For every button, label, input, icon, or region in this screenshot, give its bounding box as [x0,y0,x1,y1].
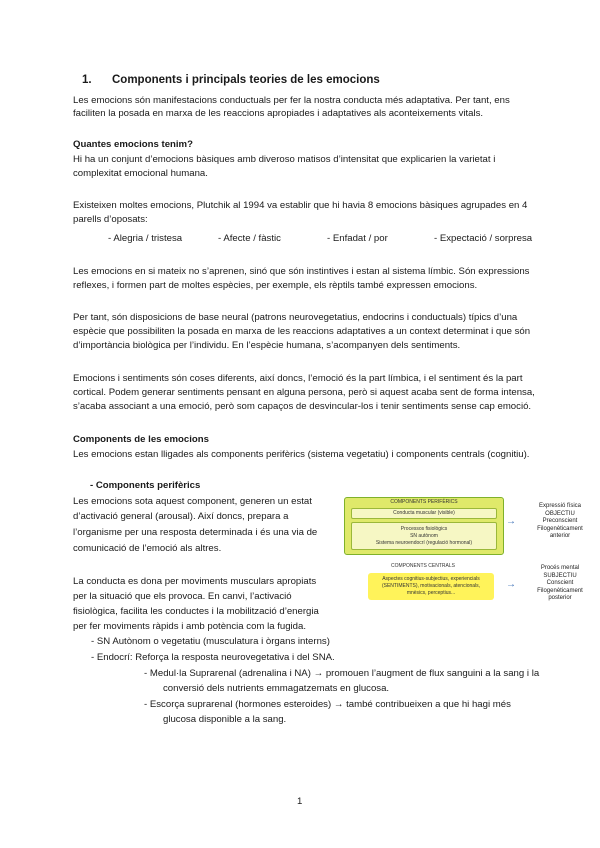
peripheral-side-4: Filogenèticament [537,525,583,532]
central-side-1: Procés mental [540,565,580,571]
central-side-2: SUBJECTIU [543,572,577,579]
central-title: COMPONENTS CENTRALS [391,563,455,569]
bullet-endocri: - Endocrí: Reforça la resposta neurovegetativa i del SNA. [91,652,335,663]
central-line-2: (SENTIMENTS), motivacionals, atencionals, [381,583,481,589]
physio-line-3: Sistema neuroendocrí (regulació hormonal) [375,540,473,546]
emotion-pair-1: - Alegria / tristesa [108,233,183,244]
intro-line-2: faciliten la posada en marxa de les reaccions apropiades i adaptatives als aconteixements vitals. [73,108,484,119]
sub-medulla-cont: conversió dels nutrients emmagatzemats en glucosa. [163,683,390,694]
components-diagram [338,495,600,621]
emotion-pair-4: - Expectació / sorpresa [434,233,533,244]
central-box [368,573,494,600]
physio-line-1: Processos fisiològics [400,526,448,532]
sentiments-line-3: s’acaba associant a una emoció, però som capaços de desvincular-los i tenir sentiments sense cap emoció. [73,401,532,412]
peripheral-side-3: Preconscient [542,518,578,524]
peripheral-side-5: anterior [549,533,571,539]
heading-number: 1. [82,74,92,86]
quantes-line-2: complexitat emocional humana. [73,168,208,179]
peripheral-side [522,503,598,541]
periferics-line-1: Les emocions sota aquest component, generen un estat [73,496,312,507]
aprenen-line-1: Les emocions en si mateix no s’aprenen, sinó que són instintives i estan al sistema límbic. Són expressions [73,266,530,277]
central-side-4: Filogenèticament [537,587,583,594]
emotion-pair-3: - Enfadat / por [327,233,388,244]
aprenen-line-2: reflexes, i formen part de moltes espècies, per exemple, els rèptils també expressen emocions. [73,280,478,291]
peripheral-title: COMPONENTS PERIFÈRICS [390,499,458,505]
muscle-label: Conducta muscular (visible) [393,510,455,516]
sub-escorca-cont: glucosa disponible a la sang. [163,714,287,725]
central-line-3: mnèsics, perceptius... [406,590,456,596]
section-heading [82,74,380,86]
sub-medulla: - Medul·la Suprarenal (adrenalina i NA) → promouen l’augment de flux sanguini a la sang i la [144,668,540,679]
sentiments-line-1: Emocions i sentiments són coses diferents, així doncs, l’emoció és la part límbica, i el sentiment és la part [73,373,523,384]
sentiments-line-2: cortical. Podem generar sentiments pensant en alguna persona, però si aquest acaba sent de forma intensa, [73,387,535,398]
peripheral-side-1: Expressió física [538,503,581,509]
disposicions-line-3: d’importància biològica per l’individu. En l’espècie humana, s’acompanyen dels sentiments. [73,340,461,351]
arrow-right-icon: → [506,579,516,590]
emotion-pair-2: - Afecte / fàstic [218,233,281,244]
page-number: 1 [297,796,303,807]
conducta-line-2: per la situació que els provoca. En canvi, l’activació [73,591,292,602]
arrow-right-icon: → [506,516,516,527]
peripheral-side-2: OBJECTIU [545,510,575,517]
bullet-sn-autonom: - SN Autònom o vegetatiu (musculatura i òrgans interns) [91,636,330,647]
central-side-5: posterior [548,595,572,601]
physio-box [351,522,497,550]
plutchik-line-2: parells d’oposats: [73,214,148,225]
periferics-line-3: l’organisme per una resposta determinada i és una via de [73,527,318,538]
components-title: Components de les emocions [73,434,209,445]
quantes-line-1: Hi ha un conjunt d’emocions bàsiques amb diveroso matisos d’intensitat que explicarien la varietat i [73,154,496,165]
sub-escorca: - Escorça suprarenal (hormones esteroides) → també contribueixen a que hi hagi més [144,699,511,710]
quantes-title: Quantes emocions tenim? [73,139,193,150]
periferics-title: - Components perifèrics [90,480,201,491]
components-line: Les emocions estan lligades als components perifèrics (sistema vegetatiu) i components centrals (cognitiu). [73,449,530,460]
disposicions-line-1: Per tant, són disposicions de base neural (patrons neurovegetatius, endocrins i conductuals) típics d’una [73,312,518,323]
conducta-line-1: La conducta es dona per moviments musculars apropiats [73,576,317,587]
plutchik-line-1: Existeixen moltes emocions, Plutchik al 1994 va establir que hi havia 8 emocions bàsiques agrupades en 4 [73,200,528,211]
intro-line-1: Les emocions són manifestacions conductuals per fer la nostra conducta més adaptativa. Per tant, ens [73,95,510,106]
muscle-box [351,508,497,519]
conducta-line-3: fisiològica, facilita les conductes i la mobilització d’energia [73,606,319,617]
periferics-line-4: comunicació de l’emoció als altres. [73,543,222,554]
peripheral-box [344,497,504,555]
physio-line-2: SN autònom [410,533,438,539]
heading-title: Components i principals teories de les emocions [112,74,380,86]
periferics-line-2: d’activació general (arousal). Així doncs, prepara a [73,511,289,522]
central-line-1: Aspectes cognitius-subjectius, experiencials [382,576,480,582]
conducta-line-4: per fer moviments ràpids i amb potència com la fugida. [73,621,307,632]
central-side [522,565,598,603]
central-side-3: Conscient [546,580,574,586]
disposicions-line-2: espècie que possibiliten la posada en marxa de les reaccions adaptatives a un context determinat i que són [73,326,531,337]
